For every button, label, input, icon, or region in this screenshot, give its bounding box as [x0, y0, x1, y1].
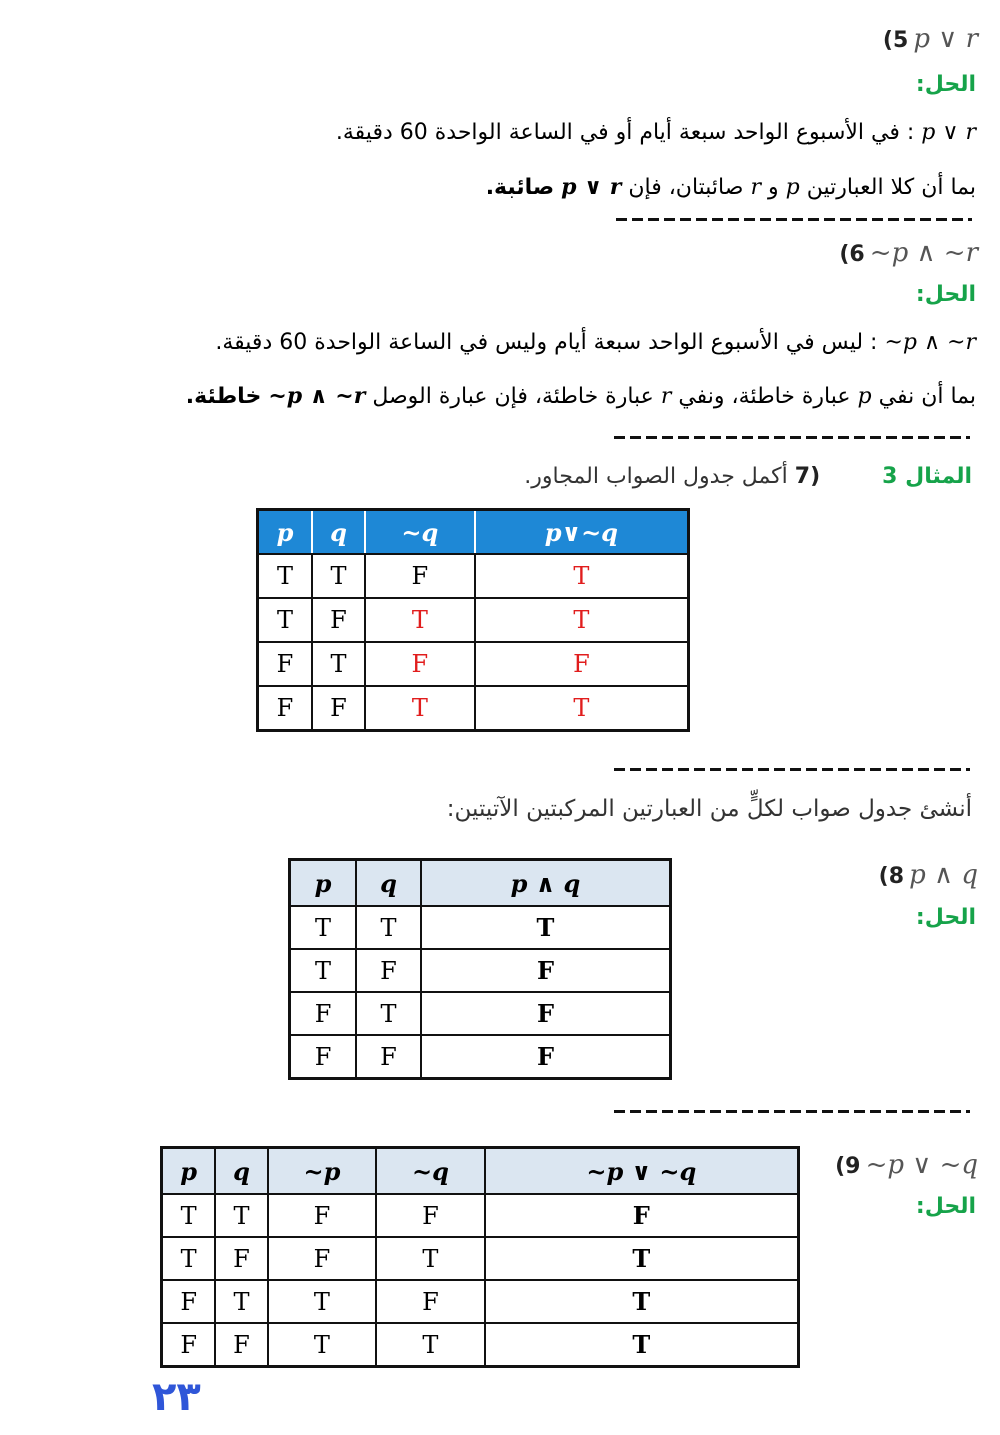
table-cell: F — [215, 1323, 267, 1367]
q5-expression: p ∨ r — [913, 24, 978, 54]
table-header: q — [312, 510, 365, 555]
table-cell: F — [258, 686, 312, 731]
q7-text: أكمل جدول الصواب المجاور. — [524, 464, 788, 489]
q5-line1-text: : في الأسبوع الواحد سبعة أيام أو في الساعة الواحدة 60 دقيقة. — [335, 120, 915, 145]
table-cell: F — [290, 1035, 357, 1079]
table-row — [162, 1323, 799, 1367]
q7-number: (7 — [794, 464, 821, 489]
table-row — [290, 1035, 671, 1079]
table-header: p — [258, 510, 312, 555]
result-cell: F — [421, 1035, 671, 1079]
table-row — [162, 1280, 799, 1323]
q5-number: (5 — [882, 28, 909, 53]
table-cell: T — [376, 1237, 484, 1280]
answer-cell: T — [475, 554, 689, 598]
page-number: ٢٣ — [152, 1374, 201, 1420]
q8-number: (8 — [878, 864, 905, 889]
answer-cell: F — [365, 642, 475, 686]
q6-line1-symbol: ~p ∧ ~r — [884, 330, 976, 355]
q5-line2-part: صائبتان، فإن — [628, 175, 744, 200]
q6-number: (6 — [839, 242, 865, 267]
table-row — [162, 1237, 799, 1280]
q5-line2-conclusion: صائبة. — [485, 175, 555, 200]
q6-header — [678, 238, 978, 268]
table-cell: T — [268, 1280, 376, 1323]
table-header: ~q — [365, 510, 475, 555]
table-cell: T — [258, 554, 312, 598]
separator-3 — [614, 768, 970, 771]
table-header: p ∧ q — [421, 860, 671, 907]
q6-line2 — [186, 383, 976, 409]
q6-solution-label: الحل: — [915, 282, 976, 307]
table-header: p — [162, 1148, 216, 1195]
answer-cell: T — [475, 598, 689, 642]
q9-number: (9 — [835, 1154, 861, 1179]
table-header: p — [290, 860, 357, 907]
q8-header — [818, 860, 978, 890]
table-header: q — [215, 1148, 267, 1195]
truth-table-q7 — [256, 508, 690, 732]
result-cell: F — [421, 949, 671, 992]
q5-solution-label: الحل: — [915, 72, 976, 97]
q6-line2-part: بما أن نفي — [878, 384, 976, 409]
q5-header — [678, 24, 978, 54]
table-cell: F — [376, 1194, 484, 1237]
table-row — [162, 1194, 799, 1237]
table-row — [290, 949, 671, 992]
table-cell: T — [162, 1237, 216, 1280]
table-cell: F — [312, 686, 365, 731]
table-row — [290, 992, 671, 1035]
answer-cell: T — [365, 686, 475, 731]
q9-header — [798, 1150, 978, 1180]
q6-line2-symbol: ~p ∧ ~r — [268, 383, 366, 409]
table-cell: T — [312, 642, 365, 686]
q5-line2-and: و — [767, 175, 779, 200]
q6-line2-part: عبارة خاطئة، فإن عبارة الوصل — [372, 384, 654, 409]
q6-line1 — [215, 330, 976, 355]
table-cell: T — [356, 992, 421, 1035]
result-cell: F — [421, 992, 671, 1035]
table-cell: T — [162, 1194, 216, 1237]
q8-expression: p ∧ q — [909, 860, 978, 890]
table-row — [258, 554, 689, 598]
table-row — [258, 598, 689, 642]
table-cell: F — [312, 598, 365, 642]
table-cell: T — [215, 1194, 267, 1237]
table-cell: F — [268, 1237, 376, 1280]
construct-heading: أنشئ جدول صواب لكلٍّ من العبارتين المركبتين الآتيتين: — [446, 796, 972, 822]
q5-line2-part: بما أن كلا العبارتين — [806, 175, 976, 200]
table-header: ~q — [376, 1148, 484, 1195]
table-row — [258, 686, 689, 731]
table-cell: F — [365, 554, 475, 598]
table-header: p∨~q — [475, 510, 689, 555]
table-cell: F — [356, 949, 421, 992]
table-cell: T — [290, 949, 357, 992]
table-row — [258, 642, 689, 686]
separator-1 — [616, 218, 972, 221]
q9-expression: ~p ∨ ~q — [865, 1150, 978, 1180]
table-cell: F — [268, 1194, 376, 1237]
table-cell: T — [312, 554, 365, 598]
answer-cell: T — [475, 686, 689, 731]
q6-line2-r: r — [660, 384, 672, 409]
q6-line1-text: : ليس في الأسبوع الواحد سبعة أيام وليس في الساعة الواحدة 60 دقيقة. — [215, 330, 878, 355]
table-cell: F — [258, 642, 312, 686]
separator-2 — [614, 436, 970, 439]
q5-line2 — [486, 174, 976, 200]
table-cell: F — [162, 1323, 216, 1367]
answer-cell: F — [475, 642, 689, 686]
table-cell: F — [215, 1237, 267, 1280]
table-cell: F — [356, 1035, 421, 1079]
result-cell: T — [421, 906, 671, 949]
q5-line2-symbol: p ∨ r — [561, 174, 622, 200]
q5-line2-p: p — [785, 175, 800, 200]
table-cell: T — [258, 598, 312, 642]
q6-line2-conclusion: خاطئة. — [185, 384, 262, 409]
table-cell: T — [376, 1323, 484, 1367]
answer-cell: T — [365, 598, 475, 642]
result-cell: T — [485, 1237, 799, 1280]
table-cell: T — [290, 906, 357, 949]
table-header: q — [356, 860, 421, 907]
table-header: ~p ∨ ~q — [485, 1148, 799, 1195]
q6-line2-part: عبارة خاطئة، ونفي — [678, 384, 851, 409]
table-cell: T — [215, 1280, 267, 1323]
q6-line2-p: p — [857, 384, 872, 409]
table-cell: F — [376, 1280, 484, 1323]
table-header: ~p — [268, 1148, 376, 1195]
q5-line2-r: r — [750, 175, 761, 200]
table-cell: T — [356, 906, 421, 949]
example-header — [412, 464, 972, 489]
table-cell: T — [268, 1323, 376, 1367]
truth-table-q9 — [160, 1146, 800, 1368]
result-cell: F — [485, 1194, 799, 1237]
q6-expression: ~p ∧ ~r — [869, 238, 978, 268]
q5-line1-symbol: p ∨ r — [921, 120, 976, 145]
example-label: المثال 3 — [882, 464, 972, 489]
q8-solution-label: الحل: — [915, 905, 976, 930]
table-row — [290, 906, 671, 949]
result-cell: T — [485, 1323, 799, 1367]
separator-4 — [614, 1110, 970, 1113]
table-cell: F — [162, 1280, 216, 1323]
q9-solution-label: الحل: — [915, 1194, 976, 1219]
table-cell: F — [290, 992, 357, 1035]
result-cell: T — [485, 1280, 799, 1323]
truth-table-q8 — [288, 858, 672, 1080]
q5-line1 — [336, 120, 976, 145]
